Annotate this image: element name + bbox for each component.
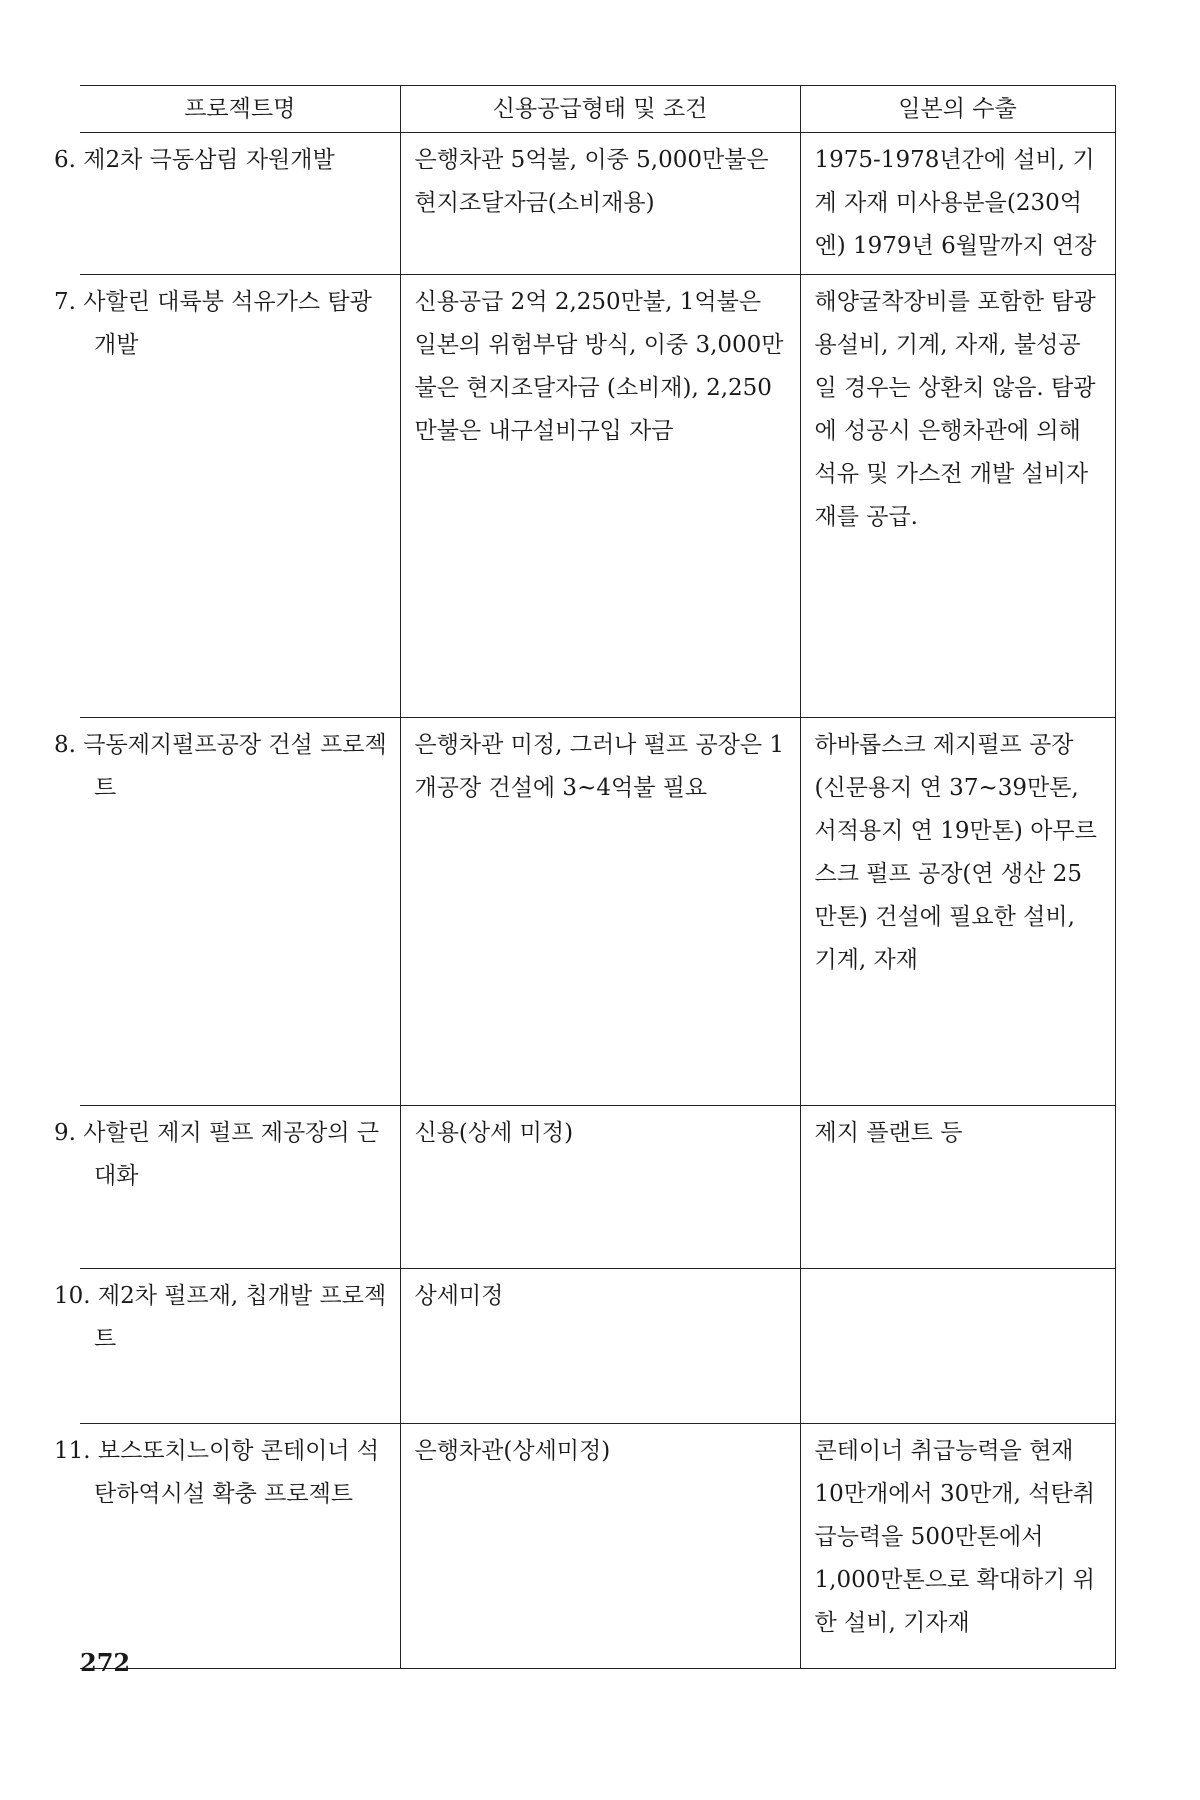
header-project-name: 프로젝트명 — [80, 86, 400, 133]
project-cell — [54, 133, 400, 275]
export-cell: 해양굴착장비를 포함한 탐광용설비, 기계, 자재, 불성공일 경우는 상환치 않음. 탐광에 성공시 은행차관에 의해 석유 및 가스전 개발 설비자재를 공급. — [800, 275, 1115, 718]
project-cell — [54, 1106, 400, 1269]
project-table — [54, 85, 1116, 1669]
credit-cell: 은행차관(상세미정) — [400, 1424, 800, 1669]
page-number: 272 — [80, 1648, 131, 1677]
credit-cell: 신용공급 2억 2,250만불, 1억불은 일본의 위험부담 방식, 이중 3,000만불은 현지조달자금 (소비재), 2,250만불은 내구설비구입 자금 — [400, 275, 800, 718]
project-name: 보스또치느이항 콘테이너 석탄하역시설 확충 프로젝트 — [94, 1438, 380, 1507]
row-number: 11. — [54, 1438, 91, 1464]
credit-cell: 은행차관 미정, 그러나 펄프 공장은 1개공장 건설에 3~4억불 필요 — [400, 718, 800, 1106]
project-name: 제2차 극동삼림 자원개발 — [83, 147, 335, 173]
row-number: 9. — [54, 1120, 76, 1146]
export-cell: 1975-1978년간에 설비, 기계 자재 미사용분을(230억엔) 1979년 6월말까지 연장 — [800, 133, 1115, 275]
header-japan-export: 일본의 수출 — [800, 86, 1115, 133]
project-cell — [54, 1269, 400, 1424]
table-row — [80, 133, 1115, 275]
export-cell: 하바롭스크 제지펄프 공장(신문용지 연 37~39만톤, 서적용지 연 19만톤) 아무르스크 펄프 공장(연 생산 25만톤) 건설에 필요한 설비, 기계, 자재 — [800, 718, 1115, 1106]
export-cell: 제지 플랜트 등 — [800, 1106, 1115, 1269]
table-row — [80, 1424, 1115, 1669]
credit-cell: 신용(상세 미정) — [400, 1106, 800, 1269]
table-header-row — [80, 86, 1115, 133]
project-name: 극동제지펄프공장 건설 프로젝트 — [83, 732, 387, 801]
table-row — [80, 275, 1115, 718]
project-name: 제2차 펄프재, 칩개발 프로젝트 — [94, 1283, 387, 1352]
header-credit-terms: 신용공급형태 및 조건 — [400, 86, 800, 133]
row-number: 8. — [54, 732, 76, 758]
project-name: 사할린 제지 펄프 제공장의 근대화 — [83, 1120, 380, 1189]
row-number: 10. — [54, 1283, 91, 1309]
export-cell: 콘테이너 취급능력을 현재 10만개에서 30만개, 석탄취급능력을 500만톤에서 1,000만톤으로 확대하기 위한 설비, 기자재 — [800, 1424, 1115, 1669]
credit-cell: 은행차관 5억불, 이중 5,000만불은 현지조달자금(소비재용) — [400, 133, 800, 275]
credit-cell: 상세미정 — [400, 1269, 800, 1424]
project-cell — [54, 718, 400, 1106]
row-number: 6. — [54, 147, 76, 173]
export-cell — [800, 1269, 1115, 1424]
table-row — [80, 1269, 1115, 1424]
project-cell — [54, 275, 400, 718]
table-row — [80, 718, 1115, 1106]
row-number: 7. — [54, 289, 76, 315]
project-cell — [54, 1424, 400, 1669]
project-name: 사할린 대륙붕 석유가스 탐광 개발 — [83, 289, 372, 358]
table-row — [80, 1106, 1115, 1269]
